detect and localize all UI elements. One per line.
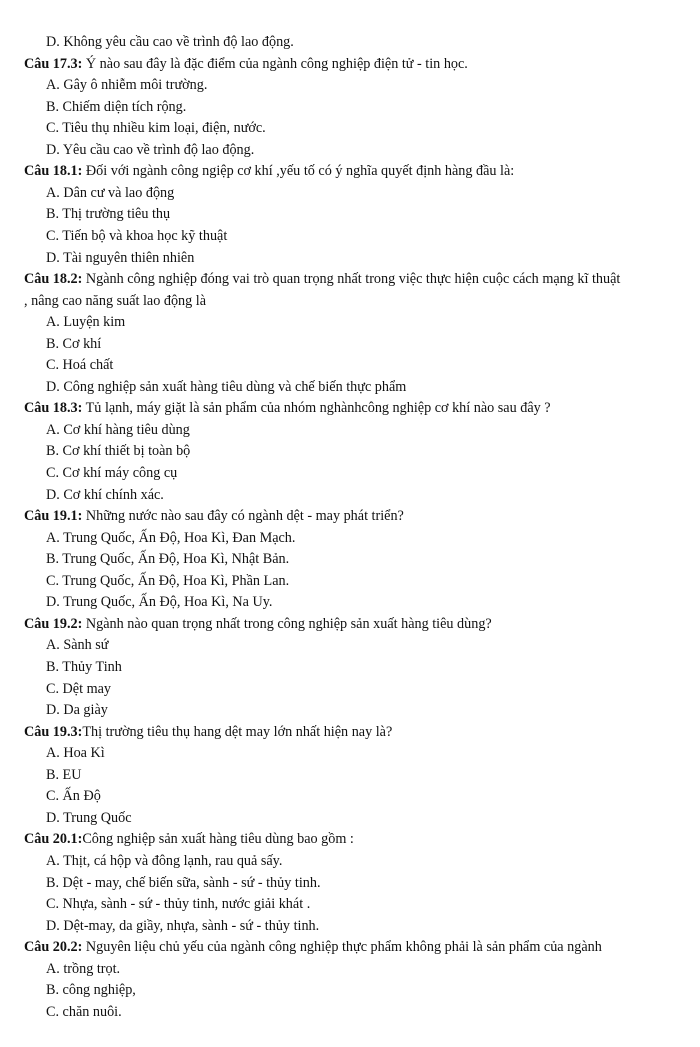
answer-option: D. Yêu cầu cao về trình độ lao động. — [46, 141, 255, 158]
answer-option: A. Thịt, cá hộp và đông lạnh, rau quả sấy. — [46, 852, 283, 869]
answer-option: C. Tiến bộ và khoa học kỹ thuật — [46, 228, 228, 244]
answer-option: B. Cơ khí thiết bị toàn bộ — [46, 443, 191, 460]
answer-option: A. Gây ô nhiễm môi trường. — [46, 77, 208, 94]
question-text: Ngành công nghiệp đóng vai trò quan trọng nhất trong việc thực hiện cuộc cách mạng kĩ thuật — [82, 271, 621, 288]
answer-option: C. Hoá chất — [46, 357, 114, 374]
answer-option: D. Tài nguyên thiên nhiên — [46, 249, 195, 266]
question-number: Câu 17.3: — [24, 55, 83, 72]
question-text: Nguyên liệu chủ yếu của ngành công nghiệp thực phẩm không phải là sản phẩm của ngành — [82, 939, 602, 956]
answer-option: C. Dệt may — [46, 680, 112, 697]
answer-option: C. Nhựa, sành - sứ - thủy tinh, nước giải khát . — [46, 896, 311, 912]
question-number: Câu 18.1: — [24, 163, 83, 180]
answer-option: C. Tiêu thụ nhiều kim loại, điện, nước. — [46, 120, 266, 137]
answer-option: D. Cơ khí chính xác. — [46, 486, 164, 503]
answer-option: B. Thủy Tinh — [46, 659, 122, 675]
answer-option: B. Chiếm diện tích rộng. — [46, 98, 187, 115]
question-number: Câu 18.3: — [24, 400, 83, 417]
answer-option: A. Sành sứ — [46, 637, 109, 654]
question-line — [24, 162, 514, 180]
answer-option: C. chăn nuôi. — [46, 1003, 122, 1020]
question-number: Câu 19.2: — [24, 615, 83, 632]
answer-option: A. Trung Quốc, Ấn Độ, Hoa Kì, Đan Mạch. — [46, 529, 296, 546]
question-line — [24, 55, 468, 73]
question-line — [24, 830, 354, 848]
answer-option: A. Dân cư và lao động — [46, 184, 175, 201]
question-text: Ý nào sau đây là đặc điểm của ngành công nghiệp điện tử - tin học. — [82, 55, 468, 72]
question-text: Ngành nào quan trọng nhất trong công nghiệp sản xuất hàng tiêu dùng? — [82, 615, 492, 632]
question-text: Thị trường tiêu thụ hang dệt may lớn nhất hiện nay là? — [82, 723, 393, 740]
question-text: Tủ lạnh, máy giặt là sản phẩm của nhóm nghànhcông nghiệp cơ khí nào sau đây ? — [82, 400, 551, 417]
answer-option: B. Trung Quốc, Ấn Độ, Hoa Kì, Nhật Bản. — [46, 551, 290, 568]
answer-option: C. Ấn Độ — [46, 788, 101, 805]
question-text: Công nghiệp sản xuất hàng tiêu dùng bao gồm : — [82, 831, 354, 848]
answer-option: D. Dệt-may, da giầy, nhựa, sành - sứ - thủy tinh. — [46, 917, 320, 934]
question-line — [24, 399, 551, 417]
answer-option: A. Cơ khí hàng tiêu dùng — [46, 421, 190, 438]
question-line — [24, 615, 492, 633]
answer-option: B. Thị trường tiêu thụ — [46, 206, 171, 223]
answer-option: A. Luyện kim — [46, 314, 126, 331]
question-text: Những nước nào sau đây có ngành dệt - may phát triển? — [82, 508, 404, 525]
question-line — [24, 723, 392, 741]
question-text: Đối với ngành công ngiệp cơ khí ,yếu tố có ý nghĩa quyết định hàng đầu là: — [82, 163, 515, 180]
question-number: Câu 19.3: — [24, 723, 83, 740]
answer-option: D. Trung Quốc — [46, 809, 132, 826]
question-line — [24, 938, 602, 956]
answer-option: B. Cơ khí — [46, 335, 102, 352]
question-number: Câu 19.1: — [24, 508, 83, 525]
answer-option: C. Cơ khí máy công cụ — [46, 465, 178, 481]
question-number: Câu 20.1: — [24, 831, 83, 848]
question-line — [24, 270, 620, 288]
question-number: Câu 18.2: — [24, 271, 83, 288]
question-text-continued: , nâng cao năng suất lao động là — [24, 292, 207, 309]
answer-option: C. Trung Quốc, Ấn Độ, Hoa Kì, Phần Lan. — [46, 572, 290, 589]
question-line — [24, 507, 404, 525]
answer-option: D. Công nghiệp sản xuất hàng tiêu dùng và chế biến thực phẩm — [46, 378, 407, 395]
answer-option: B. EU — [46, 766, 82, 783]
answer-option: B. công nghiệp, — [46, 982, 136, 999]
question-number: Câu 20.2: — [24, 939, 83, 956]
answer-option: D. Không yêu cầu cao về trình độ lao động. — [46, 34, 294, 50]
answer-option: B. Dệt - may, chế biến sữa, sành - sứ - thủy tinh. — [46, 874, 321, 891]
answer-option: D. Da giày — [46, 702, 108, 719]
answer-option: D. Trung Quốc, Ấn Độ, Hoa Kì, Na Uy. — [46, 594, 273, 611]
answer-option: A. Hoa Kì — [46, 745, 105, 762]
answer-option: A. trồng trọt. — [46, 960, 121, 977]
